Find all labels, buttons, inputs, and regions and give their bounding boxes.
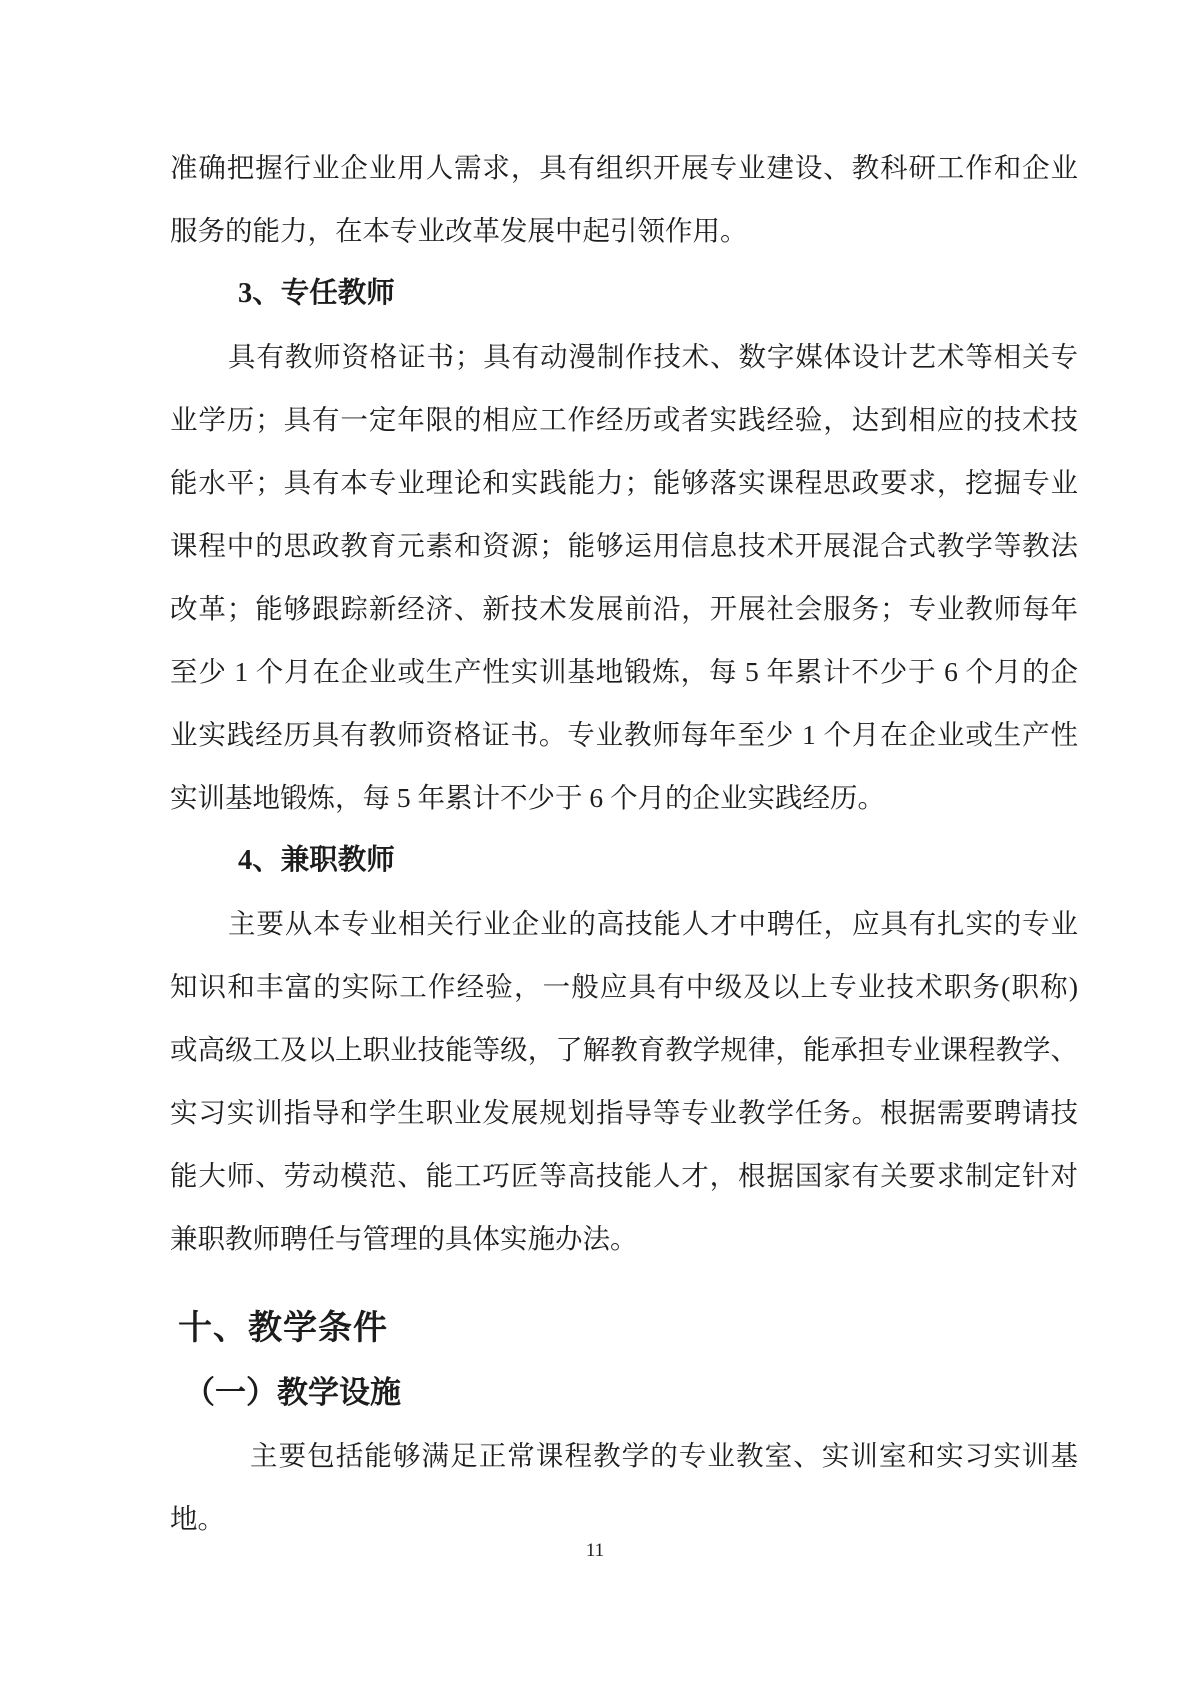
paragraph-fulltime-teachers (170, 325, 1078, 829)
paragraph-continuation (170, 136, 1078, 262)
page-number: 11 (585, 1540, 605, 1561)
text-line: 至少 1 个月在企业或生产性实训基地锻炼，每 5 年累计不少于 6 个月的企 (170, 656, 1078, 687)
text-line: 改革；能够跟踪新经济、新技术发展前沿，开展社会服务；专业教师每年 (170, 593, 1078, 624)
paragraph-facilities (170, 1424, 1078, 1550)
text-line: 实训基地锻炼，每 5 年累计不少于 6 个月的企业实践经历。 (170, 782, 885, 813)
text-line: 知识和丰富的实际工作经验，一般应具有中级及以上专业技术职务(职称) (170, 971, 1078, 1002)
text-line: 准确把握行业企业用人需求，具有组织开展专业建设、教科研工作和企业 (170, 152, 1078, 183)
heading-teaching-conditions: 十、教学条件 (178, 1309, 388, 1347)
heading-fulltime-teachers: 3、专任教师 (238, 278, 395, 309)
text-line: 兼职教师聘任与管理的具体实施办法。 (170, 1223, 638, 1254)
heading-teaching-facilities: （一）教学设施 (184, 1375, 401, 1410)
paragraph-parttime-teachers (170, 892, 1078, 1270)
text-line: 服务的能力，在本专业改革发展中起引领作用。 (170, 215, 748, 246)
text-line: 主要从本专业相关行业企业的高技能人才中聘任，应具有扎实的专业 (228, 908, 1078, 939)
text-line: 或高级工及以上职业技能等级，了解教育教学规律，能承担专业课程教学、 (170, 1034, 1078, 1065)
text-line: 业实践经历具有教师资格证书。专业教师每年至少 1 个月在企业或生产性 (170, 719, 1078, 750)
text-line: 课程中的思政教育元素和资源；能够运用信息技术开展混合式教学等教法 (170, 530, 1078, 561)
text-line: 能水平；具有本专业理论和实践能力；能够落实课程思政要求，挖掘专业 (170, 467, 1078, 498)
text-line: 业学历；具有一定年限的相应工作经历或者实践经验，达到相应的技术技 (170, 404, 1078, 435)
text-line: 能大师、劳动模范、能工巧匠等高技能人才，根据国家有关要求制定针对 (170, 1160, 1078, 1191)
heading-parttime-teachers: 4、兼职教师 (238, 845, 395, 876)
text-line: 地。 (170, 1503, 225, 1534)
text-line: 主要包括能够满足正常课程教学的专业教室、实训室和实习实训基 (250, 1440, 1078, 1471)
text-line: 实习实训指导和学生职业发展规划指导等专业教学任务。根据需要聘请技 (170, 1097, 1078, 1128)
text-line: 具有教师资格证书；具有动漫制作技术、数字媒体设计艺术等相关专 (228, 341, 1078, 372)
